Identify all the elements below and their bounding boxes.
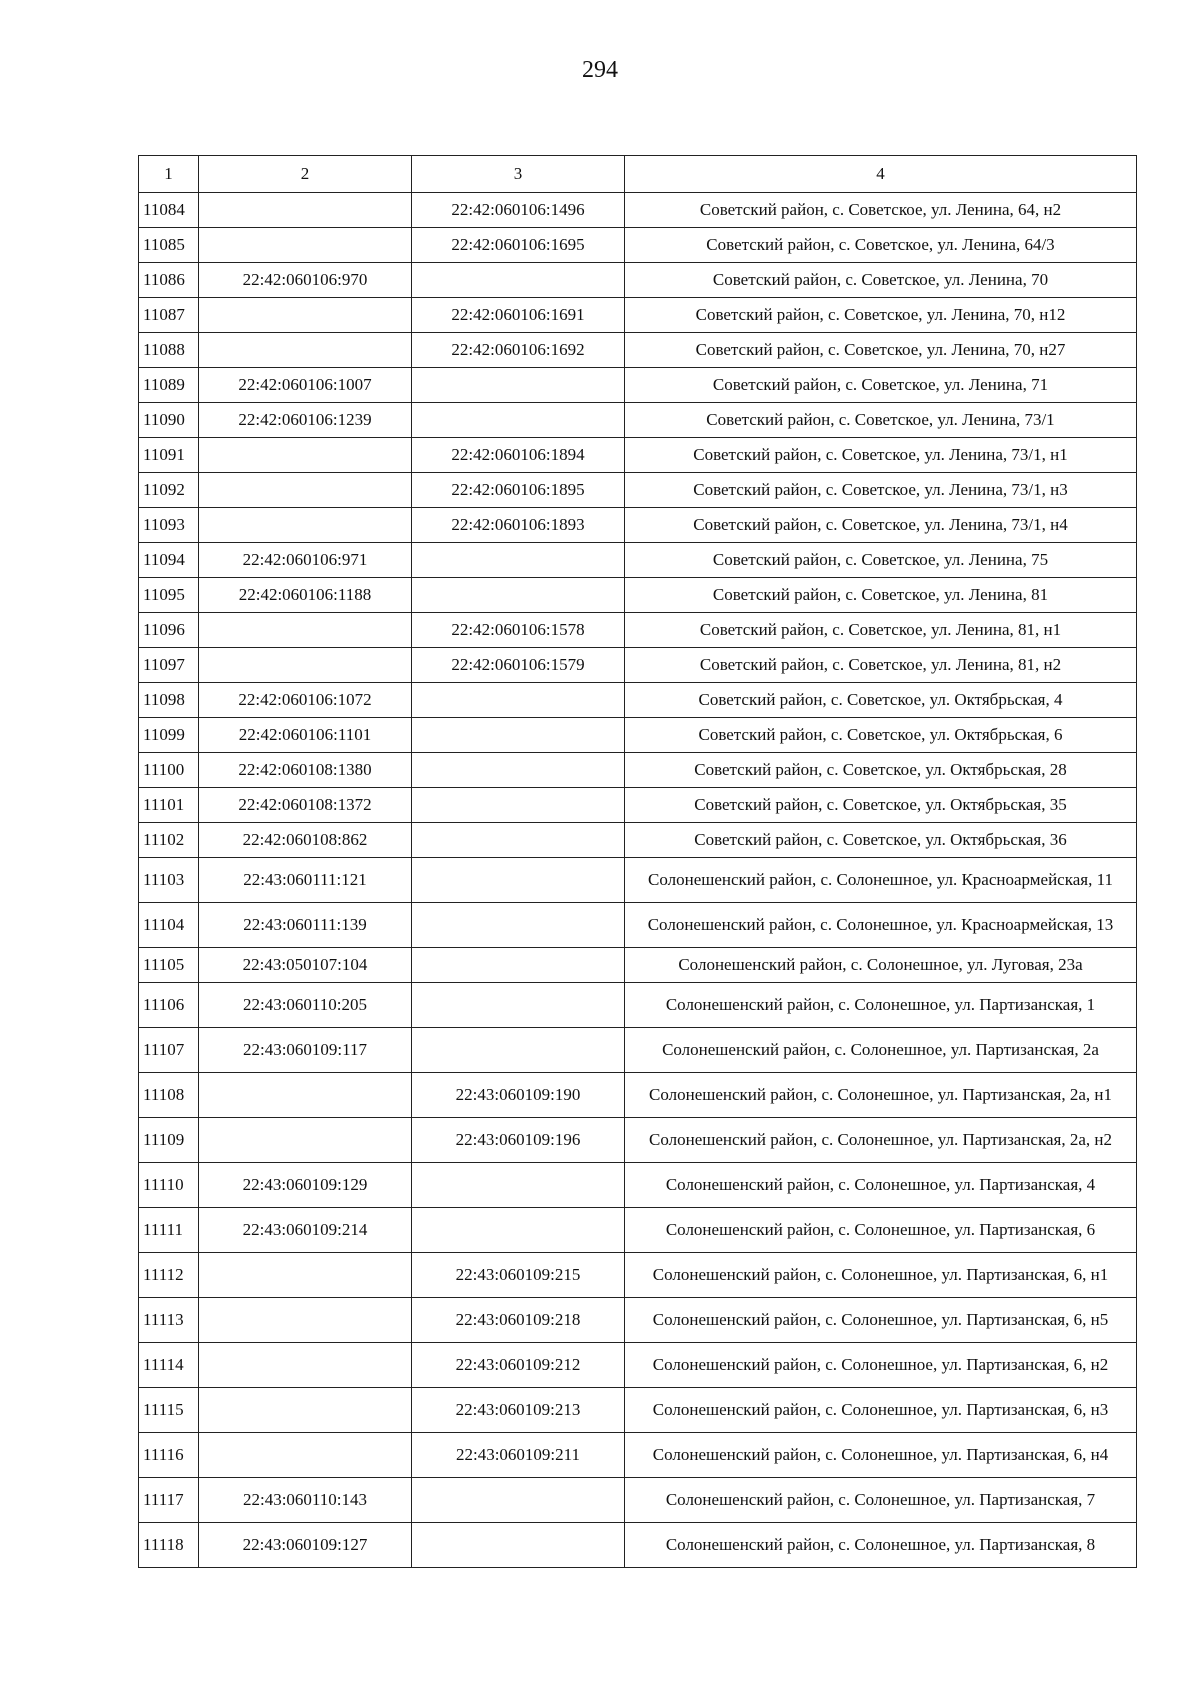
table-row: [139, 1073, 1137, 1118]
cadastral-number-cell: [199, 1388, 412, 1433]
row-number-cell: 11107: [139, 1028, 199, 1073]
table-row: [139, 948, 1137, 983]
cadastral-number-premises-cell: 22:43:060109:211: [412, 1433, 625, 1478]
row-number-cell: 11084: [139, 193, 199, 228]
row-number-cell: 11104: [139, 903, 199, 948]
cadastral-number-premises-cell: [412, 983, 625, 1028]
registry-table: [138, 155, 1137, 1568]
cadastral-number-premises-cell: 22:42:060106:1496: [412, 193, 625, 228]
cadastral-number-cell: 22:43:060111:139: [199, 903, 412, 948]
address-cell: Советский район, с. Советское, ул. Ленина, 64, н2: [625, 193, 1137, 228]
address-cell: Солонешенский район, с. Солонешное, ул. Партизанская, 6, н4: [625, 1433, 1137, 1478]
row-number-cell: 11110: [139, 1163, 199, 1208]
table-row: [139, 718, 1137, 753]
row-number-cell: 11086: [139, 263, 199, 298]
cadastral-number-cell: [199, 1253, 412, 1298]
column-header-1: 1: [139, 156, 199, 193]
cadastral-number-premises-cell: 22:42:060106:1894: [412, 438, 625, 473]
cadastral-number-cell: 22:42:060106:1101: [199, 718, 412, 753]
cadastral-number-premises-cell: 22:43:060109:218: [412, 1298, 625, 1343]
cadastral-number-cell: [199, 298, 412, 333]
table-row: [139, 1388, 1137, 1433]
table-row: [139, 1343, 1137, 1388]
cadastral-number-cell: 22:43:060109:127: [199, 1523, 412, 1568]
cadastral-number-premises-cell: 22:42:060106:1695: [412, 228, 625, 263]
table-row: [139, 1028, 1137, 1073]
table-row: [139, 368, 1137, 403]
address-cell: Солонешенский район, с. Солонешное, ул. Партизанская, 2а, н2: [625, 1118, 1137, 1163]
table-row: [139, 543, 1137, 578]
row-number-cell: 11105: [139, 948, 199, 983]
row-number-cell: 11113: [139, 1298, 199, 1343]
cadastral-number-cell: [199, 473, 412, 508]
cadastral-number-cell: [199, 613, 412, 648]
table-row: [139, 333, 1137, 368]
column-header-4: 4: [625, 156, 1137, 193]
table-row: [139, 648, 1137, 683]
cadastral-number-premises-cell: 22:42:060106:1579: [412, 648, 625, 683]
table-row: [139, 1118, 1137, 1163]
row-number-cell: 11118: [139, 1523, 199, 1568]
cadastral-number-premises-cell: [412, 788, 625, 823]
cadastral-number-cell: 22:43:060109:214: [199, 1208, 412, 1253]
cadastral-number-premises-cell: [412, 263, 625, 298]
row-number-cell: 11097: [139, 648, 199, 683]
address-cell: Солонешенский район, с. Солонешное, ул. Партизанская, 7: [625, 1478, 1137, 1523]
cadastral-number-premises-cell: [412, 1163, 625, 1208]
address-cell: Солонешенский район, с. Солонешное, ул. Партизанская, 6, н1: [625, 1253, 1137, 1298]
address-cell: Солонешенский район, с. Солонешное, ул. Партизанская, 6, н5: [625, 1298, 1137, 1343]
cadastral-number-premises-cell: 22:42:060106:1691: [412, 298, 625, 333]
table-row: [139, 823, 1137, 858]
address-cell: Советский район, с. Советское, ул. Октябрьская, 28: [625, 753, 1137, 788]
table-row: [139, 903, 1137, 948]
cadastral-number-cell: [199, 438, 412, 473]
row-number-cell: 11087: [139, 298, 199, 333]
cadastral-number-cell: 22:43:060109:117: [199, 1028, 412, 1073]
cadastral-number-premises-cell: 22:43:060109:215: [412, 1253, 625, 1298]
cadastral-number-cell: 22:42:060106:1188: [199, 578, 412, 613]
cadastral-number-premises-cell: [412, 543, 625, 578]
cadastral-number-premises-cell: 22:43:060109:212: [412, 1343, 625, 1388]
address-cell: Солонешенский район, с. Солонешное, ул. Партизанская, 2а: [625, 1028, 1137, 1073]
cadastral-number-cell: 22:42:060108:862: [199, 823, 412, 858]
table-row: [139, 1523, 1137, 1568]
row-number-cell: 11092: [139, 473, 199, 508]
cadastral-number-premises-cell: [412, 753, 625, 788]
table-row: [139, 753, 1137, 788]
row-number-cell: 11103: [139, 858, 199, 903]
cadastral-number-cell: [199, 193, 412, 228]
table-row: [139, 298, 1137, 333]
address-cell: Солонешенский район, с. Солонешное, ул. Партизанская, 1: [625, 983, 1137, 1028]
address-cell: Солонешенский район, с. Солонешное, ул. Партизанская, 8: [625, 1523, 1137, 1568]
table-header: [139, 156, 1137, 193]
cadastral-number-premises-cell: 22:43:060109:190: [412, 1073, 625, 1118]
row-number-cell: 11112: [139, 1253, 199, 1298]
cadastral-number-cell: 22:42:060106:1007: [199, 368, 412, 403]
cadastral-number-cell: 22:43:060110:205: [199, 983, 412, 1028]
address-cell: Советский район, с. Советское, ул. Ленина, 73/1, н3: [625, 473, 1137, 508]
address-cell: Солонешенский район, с. Солонешное, ул. Партизанская, 6, н2: [625, 1343, 1137, 1388]
row-number-cell: 11094: [139, 543, 199, 578]
table-row: [139, 613, 1137, 648]
cadastral-number-premises-cell: 22:43:060109:213: [412, 1388, 625, 1433]
cadastral-number-cell: 22:43:060110:143: [199, 1478, 412, 1523]
address-cell: Советский район, с. Советское, ул. Октябрьская, 36: [625, 823, 1137, 858]
address-cell: Советский район, с. Советское, ул. Ленина, 70, н12: [625, 298, 1137, 333]
cadastral-number-cell: [199, 1343, 412, 1388]
row-number-cell: 11109: [139, 1118, 199, 1163]
table-row: [139, 438, 1137, 473]
table-row: [139, 1298, 1137, 1343]
header-row: [139, 156, 1137, 193]
table-row: [139, 263, 1137, 298]
table-row: [139, 508, 1137, 543]
row-number-cell: 11091: [139, 438, 199, 473]
address-cell: Солонешенский район, с. Солонешное, ул. Красноармейская, 13: [625, 903, 1137, 948]
address-cell: Солонешенский район, с. Солонешное, ул. Партизанская, 6, н3: [625, 1388, 1137, 1433]
table-row: [139, 578, 1137, 613]
row-number-cell: 11089: [139, 368, 199, 403]
row-number-cell: 11093: [139, 508, 199, 543]
cadastral-number-cell: [199, 508, 412, 543]
cadastral-number-cell: 22:42:060106:970: [199, 263, 412, 298]
table-row: [139, 788, 1137, 823]
table-row: [139, 683, 1137, 718]
column-header-2: 2: [199, 156, 412, 193]
table-row: [139, 193, 1137, 228]
cadastral-number-premises-cell: 22:42:060106:1578: [412, 613, 625, 648]
cadastral-number-premises-cell: [412, 403, 625, 438]
row-number-cell: 11106: [139, 983, 199, 1028]
address-cell: Советский район, с. Советское, ул. Ленина, 75: [625, 543, 1137, 578]
table-row: [139, 403, 1137, 438]
address-cell: Советский район, с. Советское, ул. Ленина, 73/1, н4: [625, 508, 1137, 543]
cadastral-number-premises-cell: 22:42:060106:1893: [412, 508, 625, 543]
address-cell: Солонешенский район, с. Солонешное, ул. Красноармейская, 11: [625, 858, 1137, 903]
cadastral-number-premises-cell: 22:42:060106:1692: [412, 333, 625, 368]
cadastral-number-cell: 22:42:060106:971: [199, 543, 412, 578]
row-number-cell: 11114: [139, 1343, 199, 1388]
table-row: [139, 858, 1137, 903]
cadastral-number-cell: 22:42:060106:1072: [199, 683, 412, 718]
cadastral-number-cell: [199, 1118, 412, 1163]
address-cell: Советский район, с. Советское, ул. Ленина, 81, н2: [625, 648, 1137, 683]
row-number-cell: 11099: [139, 718, 199, 753]
cadastral-number-cell: 22:43:050107:104: [199, 948, 412, 983]
address-cell: Советский район, с. Советское, ул. Ленина, 70: [625, 263, 1137, 298]
address-cell: Советский район, с. Советское, ул. Ленина, 64/3: [625, 228, 1137, 263]
table-row: [139, 1433, 1137, 1478]
address-cell: Советский район, с. Советское, ул. Октябрьская, 35: [625, 788, 1137, 823]
address-cell: Солонешенский район, с. Солонешное, ул. Партизанская, 6: [625, 1208, 1137, 1253]
cadastral-number-cell: [199, 1433, 412, 1478]
row-number-cell: 11095: [139, 578, 199, 613]
cadastral-number-cell: 22:43:060109:129: [199, 1163, 412, 1208]
address-cell: Советский район, с. Советское, ул. Ленина, 81: [625, 578, 1137, 613]
table-row: [139, 1478, 1137, 1523]
row-number-cell: 11090: [139, 403, 199, 438]
cadastral-number-cell: [199, 228, 412, 263]
cadastral-number-cell: 22:42:060108:1380: [199, 753, 412, 788]
table-row: [139, 1253, 1137, 1298]
row-number-cell: 11088: [139, 333, 199, 368]
address-cell: Советский район, с. Советское, ул. Ленина, 70, н27: [625, 333, 1137, 368]
cadastral-number-cell: [199, 1073, 412, 1118]
cadastral-number-premises-cell: [412, 823, 625, 858]
row-number-cell: 11102: [139, 823, 199, 858]
cadastral-number-premises-cell: [412, 858, 625, 903]
address-cell: Солонешенский район, с. Солонешное, ул. Партизанская, 4: [625, 1163, 1137, 1208]
row-number-cell: 11111: [139, 1208, 199, 1253]
address-cell: Солонешенский район, с. Солонешное, ул. Партизанская, 2а, н1: [625, 1073, 1137, 1118]
table-row: [139, 1208, 1137, 1253]
cadastral-number-premises-cell: [412, 903, 625, 948]
cadastral-number-premises-cell: 22:42:060106:1895: [412, 473, 625, 508]
cadastral-number-premises-cell: [412, 1028, 625, 1073]
table-body: [139, 193, 1137, 1568]
table-row: [139, 473, 1137, 508]
cadastral-number-cell: [199, 1298, 412, 1343]
address-cell: Солонешенский район, с. Солонешное, ул. Луговая, 23а: [625, 948, 1137, 983]
cadastral-number-premises-cell: 22:43:060109:196: [412, 1118, 625, 1163]
cadastral-number-premises-cell: [412, 683, 625, 718]
address-cell: Советский район, с. Советское, ул. Ленина, 73/1, н1: [625, 438, 1137, 473]
cadastral-number-premises-cell: [412, 1208, 625, 1253]
address-cell: Советский район, с. Советское, ул. Октябрьская, 4: [625, 683, 1137, 718]
address-cell: Советский район, с. Советское, ул. Октябрьская, 6: [625, 718, 1137, 753]
row-number-cell: 11101: [139, 788, 199, 823]
row-number-cell: 11116: [139, 1433, 199, 1478]
row-number-cell: 11098: [139, 683, 199, 718]
row-number-cell: 11085: [139, 228, 199, 263]
cadastral-number-cell: 22:42:060108:1372: [199, 788, 412, 823]
row-number-cell: 11100: [139, 753, 199, 788]
cadastral-number-cell: 22:43:060111:121: [199, 858, 412, 903]
cadastral-number-premises-cell: [412, 1478, 625, 1523]
address-cell: Советский район, с. Советское, ул. Ленина, 73/1: [625, 403, 1137, 438]
column-header-3: 3: [412, 156, 625, 193]
cadastral-number-cell: [199, 648, 412, 683]
page-number: 294: [582, 57, 618, 83]
cadastral-number-premises-cell: [412, 368, 625, 403]
address-cell: Советский район, с. Советское, ул. Ленина, 71: [625, 368, 1137, 403]
table-row: [139, 228, 1137, 263]
cadastral-number-premises-cell: [412, 948, 625, 983]
row-number-cell: 11096: [139, 613, 199, 648]
cadastral-number-cell: [199, 333, 412, 368]
address-cell: Советский район, с. Советское, ул. Ленина, 81, н1: [625, 613, 1137, 648]
row-number-cell: 11117: [139, 1478, 199, 1523]
table-row: [139, 983, 1137, 1028]
table-row: [139, 1163, 1137, 1208]
row-number-cell: 11115: [139, 1388, 199, 1433]
cadastral-number-premises-cell: [412, 578, 625, 613]
cadastral-number-premises-cell: [412, 1523, 625, 1568]
row-number-cell: 11108: [139, 1073, 199, 1118]
cadastral-number-cell: 22:42:060106:1239: [199, 403, 412, 438]
cadastral-number-premises-cell: [412, 718, 625, 753]
